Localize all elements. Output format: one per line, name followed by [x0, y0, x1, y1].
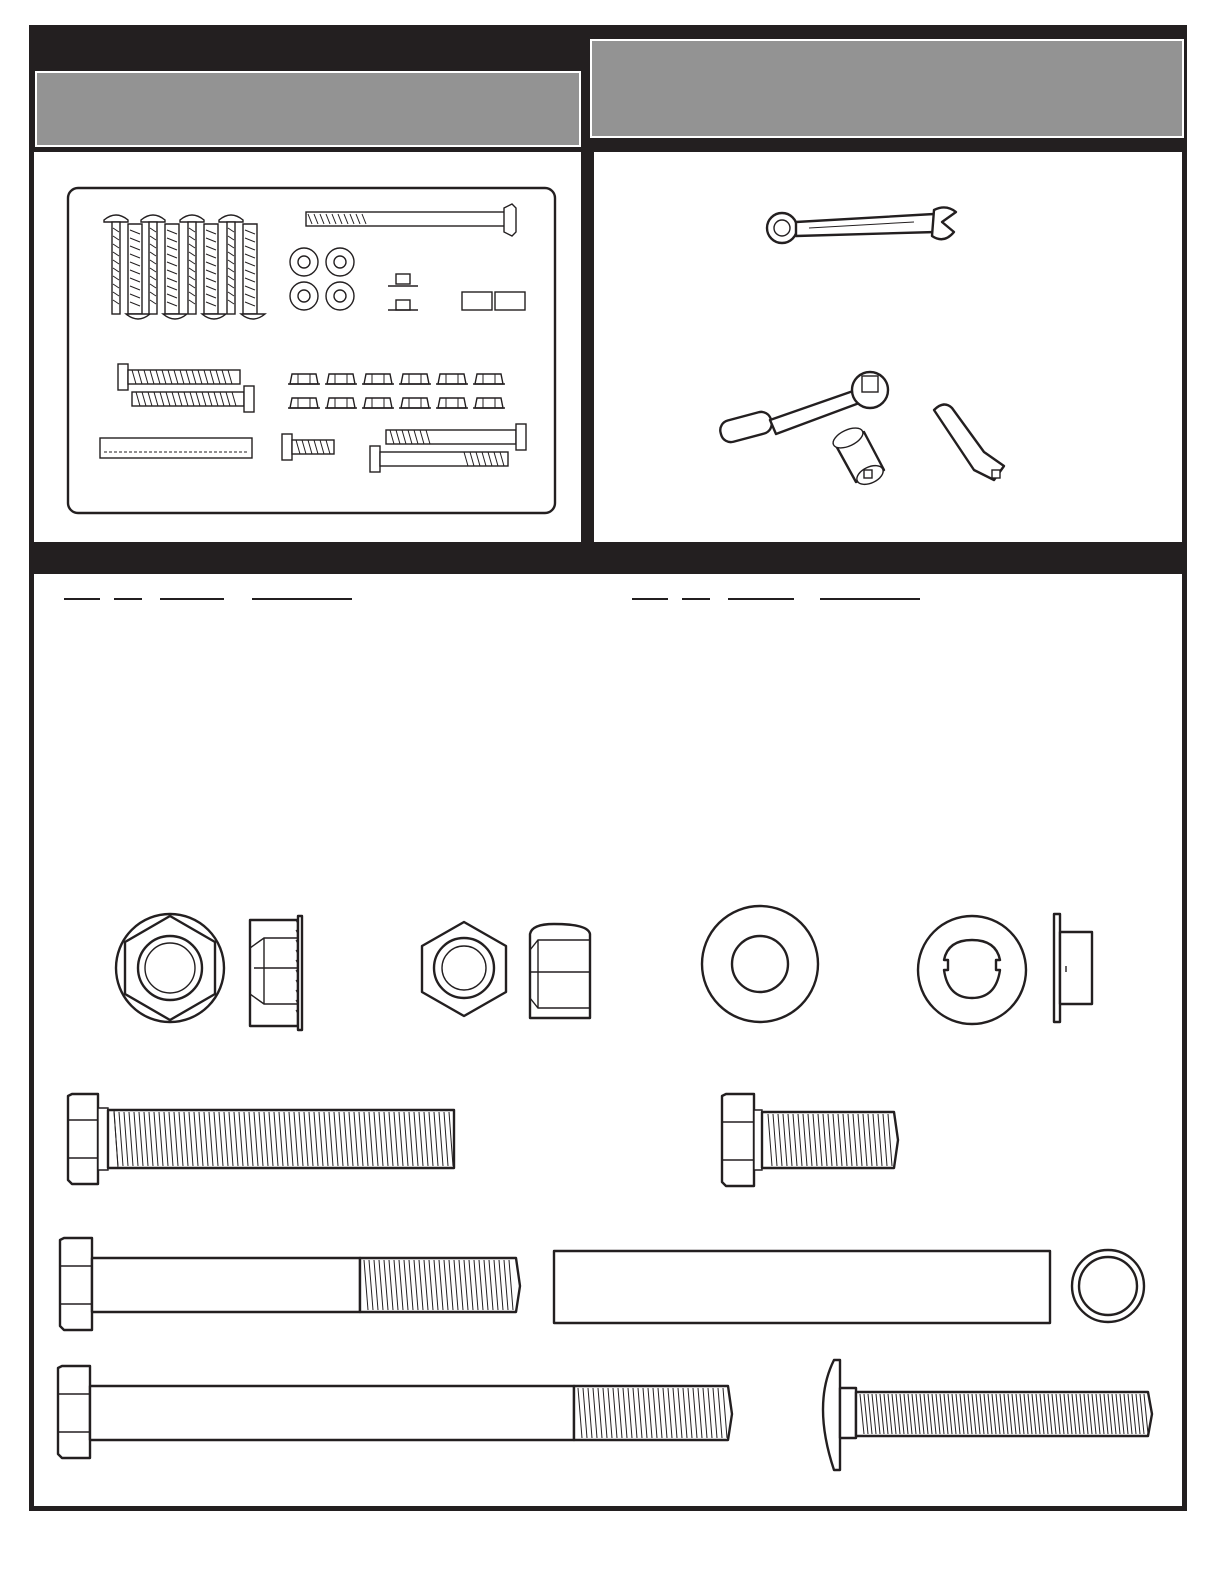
tools-illustration — [594, 152, 1182, 542]
socket-icon — [830, 424, 886, 488]
hex-bolt-partial-thread-icon — [60, 1238, 520, 1330]
spacer-tube-small — [100, 438, 252, 458]
hex-bolt-short-icon — [722, 1094, 898, 1186]
blank-line — [632, 598, 668, 600]
hardware-identifier-drawings — [34, 574, 1182, 1506]
blank-line — [160, 598, 224, 600]
hardware-panel — [34, 152, 581, 542]
hardware-bag-illustration — [34, 152, 581, 542]
socket-extension-icon — [934, 404, 1004, 480]
blank-line — [252, 598, 352, 600]
lock-nut-icon — [422, 922, 590, 1018]
hardware-header-bar — [35, 71, 581, 147]
hex-bolt-extra-long-icon — [58, 1366, 732, 1458]
blank-line — [114, 598, 142, 600]
spacer-tube-icon — [554, 1250, 1144, 1323]
flat-washer-icon — [702, 906, 818, 1022]
blank-line — [728, 598, 794, 600]
blank-line — [820, 598, 920, 600]
hardware-identifier-panel — [34, 574, 1182, 1506]
tab-washer-icon — [918, 914, 1092, 1024]
tools-panel — [594, 152, 1182, 542]
flange-nut-icon — [116, 914, 302, 1030]
carriage-bolt-icon — [823, 1360, 1152, 1470]
blank-line — [64, 598, 100, 600]
combination-wrench-icon — [767, 207, 956, 243]
blank-line — [682, 598, 710, 600]
tools-header-bar — [590, 39, 1184, 138]
hex-bolt-long-icon — [68, 1094, 454, 1184]
